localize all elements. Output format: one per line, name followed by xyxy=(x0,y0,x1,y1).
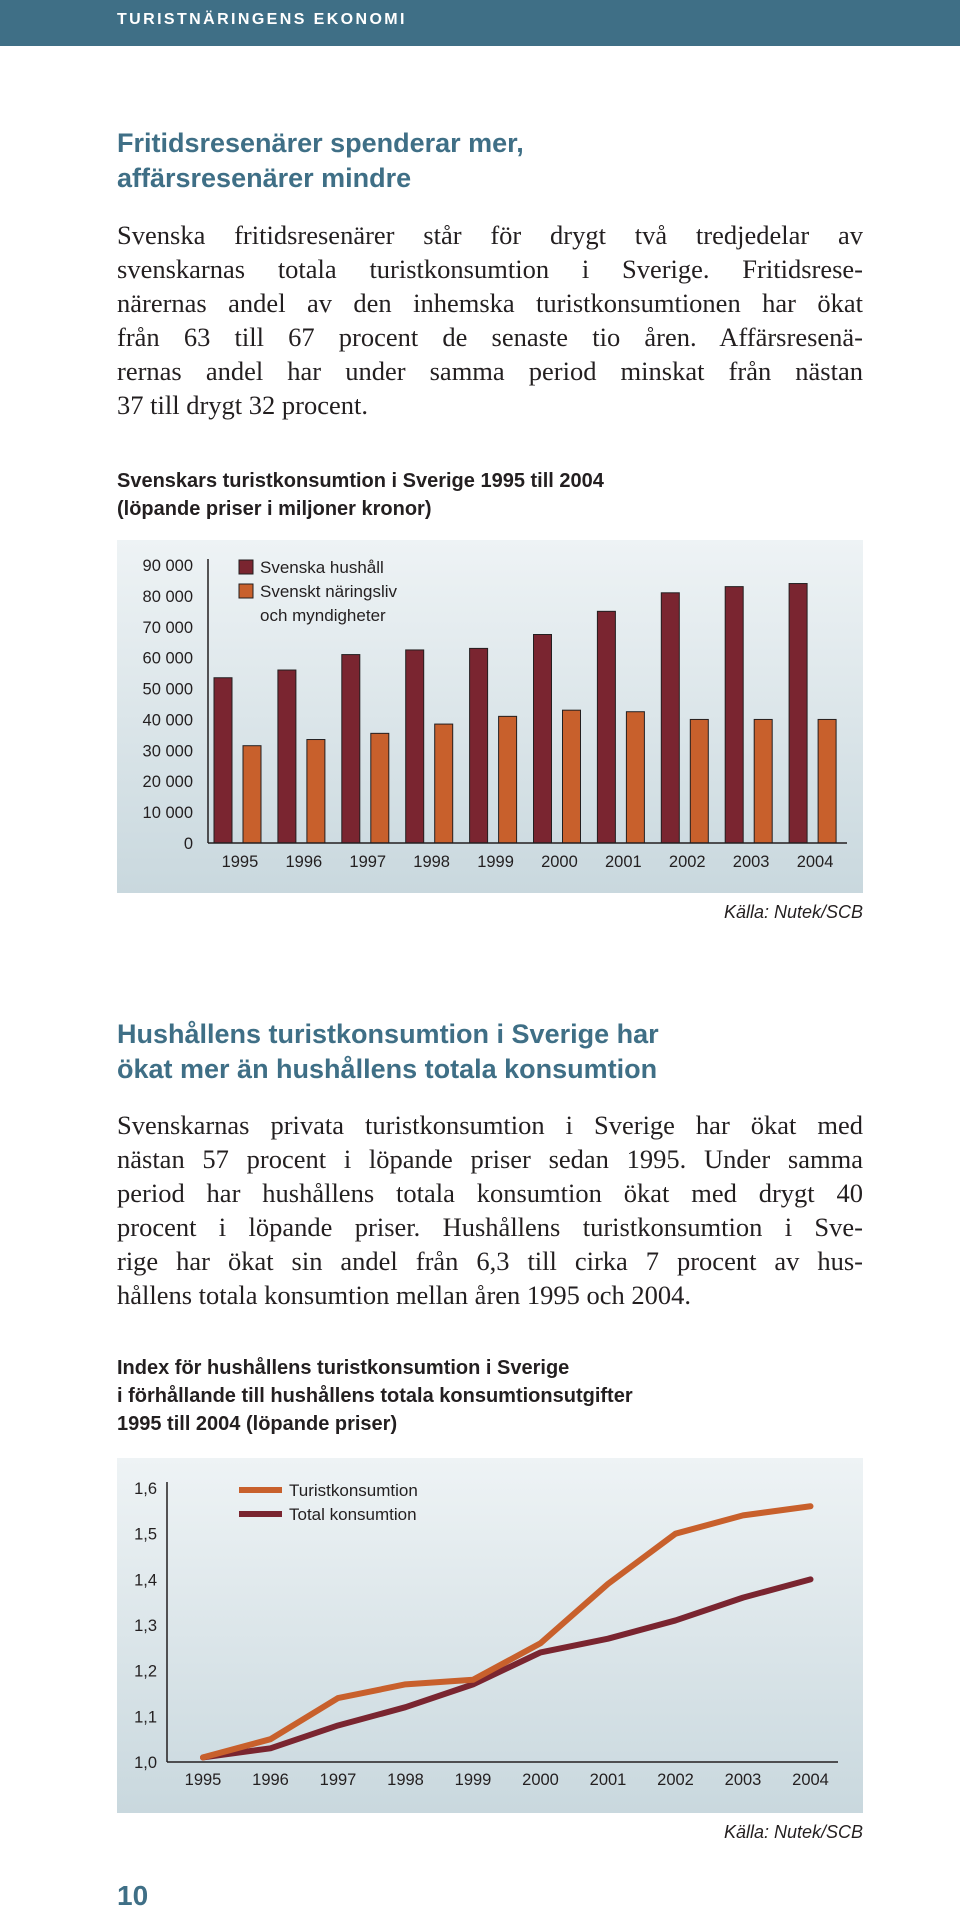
chart2-title xyxy=(117,1354,633,1438)
line-chart xyxy=(117,1458,863,1813)
y-tick-label: 70 000 xyxy=(142,618,193,637)
x-tick-label: 1999 xyxy=(454,1771,492,1789)
x-tick-label: 1997 xyxy=(319,1771,357,1789)
paragraph-line: nästan 57 procent i löpande priser sedan 1995. Under samma xyxy=(117,1144,863,1174)
paragraph-line: Svenska fritidsresenärer står för drygt två tredjedelar av xyxy=(117,220,863,250)
bar xyxy=(563,710,581,843)
heading-line: ökat mer än hushållens totala konsumtion xyxy=(117,1054,658,1084)
line-chart-panel xyxy=(117,1458,863,1813)
paragraph-line: närernas andel av den inhemska turistkonsumtionen har ökat xyxy=(117,288,863,318)
x-tick-label: 1995 xyxy=(221,853,259,871)
x-tick-label: 1996 xyxy=(252,1771,289,1789)
bar xyxy=(754,719,772,843)
x-tick-label: 1996 xyxy=(285,853,323,871)
y-tick-label: 1,5 xyxy=(134,1525,157,1544)
x-tick-label: 2003 xyxy=(724,1771,762,1789)
x-tick-label: 2001 xyxy=(604,853,642,871)
chart-title-line: Index för hushållens turistkonsumtion i Sverige xyxy=(117,1357,570,1379)
paragraph-line: hållens totala konsumtion mellan åren 1995 och 2004. xyxy=(117,1280,692,1310)
legend-label: och myndigheter xyxy=(260,606,386,625)
x-tick-label: 2000 xyxy=(541,853,578,871)
heading-line: affärsresenärer mindre xyxy=(117,163,412,193)
bar xyxy=(435,724,453,843)
chart1-source: Källa: Nutek/SCB xyxy=(723,902,863,922)
section1-paragraph xyxy=(117,218,863,422)
y-tick-label: 1,4 xyxy=(134,1571,157,1590)
paragraph-line: från 63 till 67 procent de senaste tio åren. Affärsresenä- xyxy=(117,322,863,352)
legend-label: Total konsumtion xyxy=(289,1505,417,1524)
series-line xyxy=(203,1506,811,1757)
chart2-source: Källa: Nutek/SCB xyxy=(723,1822,863,1842)
y-tick-label: 80 000 xyxy=(142,587,193,606)
legend-swatch xyxy=(239,560,253,574)
header-band-label: TURISTNÄRINGENS EKONOMI xyxy=(117,11,407,28)
x-tick-label: 1998 xyxy=(387,1771,424,1789)
heading-line: Fritidsresenärer spenderar mer, xyxy=(117,128,524,158)
chart-title-line: i förhållande till hushållens totala konsumtionsutgifter xyxy=(117,1385,633,1407)
y-tick-label: 20 000 xyxy=(142,773,193,792)
bar xyxy=(214,678,232,843)
header-band xyxy=(0,0,960,46)
paragraph-line: svenskarnas totala turistkonsumtion i Sverige. Fritidsrese- xyxy=(117,254,863,284)
x-tick-label: 2000 xyxy=(522,1771,559,1789)
legend-label: Svenskt näringsliv xyxy=(260,582,398,601)
series-line xyxy=(203,1579,811,1757)
bar xyxy=(690,719,708,843)
x-tick-label: 2002 xyxy=(657,1771,694,1789)
x-tick-label: 2001 xyxy=(589,1771,627,1789)
bar xyxy=(661,593,679,843)
paragraph-line: rige har ökat sin andel från 6,3 till cirka 7 procent av hus- xyxy=(117,1246,863,1276)
y-tick-label: 1,2 xyxy=(134,1662,157,1681)
x-tick-label: 2004 xyxy=(796,853,834,871)
y-tick-label: 60 000 xyxy=(142,649,193,668)
y-tick-label: 0 xyxy=(183,835,193,853)
y-tick-label: 10 000 xyxy=(142,804,193,823)
bar xyxy=(534,635,552,844)
legend-label: Svenska hushåll xyxy=(260,558,384,577)
bar xyxy=(371,733,389,843)
bar xyxy=(243,746,261,843)
y-tick-label: 1,0 xyxy=(134,1754,157,1772)
x-tick-label: 1998 xyxy=(413,853,451,871)
y-tick-label: 40 000 xyxy=(142,711,193,730)
paragraph-line: Svenskarnas privata turistkonsumtion i Sverige har ökat med xyxy=(117,1110,863,1140)
bar xyxy=(818,719,836,843)
paragraph-line: procent i löpande priser. Hushållens turistkonsumtion i Sve- xyxy=(117,1212,863,1242)
paragraph-line: 37 till drygt 32 procent. xyxy=(117,390,368,420)
page-number: 10 xyxy=(117,1880,149,1911)
paragraph-line: rernas andel har under samma period minskat från nästan xyxy=(117,356,863,386)
bar xyxy=(499,716,517,843)
bar xyxy=(789,584,807,843)
x-tick-label: 1999 xyxy=(477,853,514,871)
x-tick-label: 1995 xyxy=(184,1771,222,1789)
bar-chart xyxy=(117,540,863,893)
legend-swatch xyxy=(239,584,253,598)
y-tick-label: 30 000 xyxy=(142,742,193,761)
bar xyxy=(470,648,488,843)
bar xyxy=(307,740,325,843)
chart-title-line: Svenskars turistkonsumtion i Sverige 1995 till 2004 xyxy=(117,470,604,492)
legend-label: Turistkonsumtion xyxy=(289,1481,418,1500)
bar xyxy=(626,712,644,843)
chart1-title xyxy=(117,467,604,523)
section2-paragraph xyxy=(117,1108,863,1312)
chart-title-line: (löpande priser i miljoner kronor) xyxy=(117,498,432,520)
bar xyxy=(406,650,424,843)
paragraph-line: period har hushållens totala konsumtion ökat med drygt 40 xyxy=(117,1178,863,1208)
y-tick-label: 1,6 xyxy=(134,1480,157,1498)
chart-title-line: 1995 till 2004 (löpande priser) xyxy=(117,1413,398,1435)
bar xyxy=(597,611,615,843)
bar xyxy=(725,587,743,843)
heading-line: Hushållens turistkonsumtion i Sverige har xyxy=(117,1019,659,1049)
y-tick-label: 50 000 xyxy=(142,680,193,699)
y-tick-label: 90 000 xyxy=(142,557,193,575)
section1-heading xyxy=(117,126,524,196)
x-tick-label: 2003 xyxy=(732,853,770,871)
x-tick-label: 2004 xyxy=(792,1771,829,1789)
section2-heading xyxy=(117,1017,659,1087)
x-tick-label: 1997 xyxy=(349,853,387,871)
bar xyxy=(278,670,296,843)
x-tick-label: 2002 xyxy=(668,853,706,871)
y-tick-label: 1,3 xyxy=(134,1617,157,1635)
y-tick-label: 1,1 xyxy=(134,1708,157,1727)
bar-chart-panel xyxy=(117,540,863,893)
bar xyxy=(342,655,360,843)
